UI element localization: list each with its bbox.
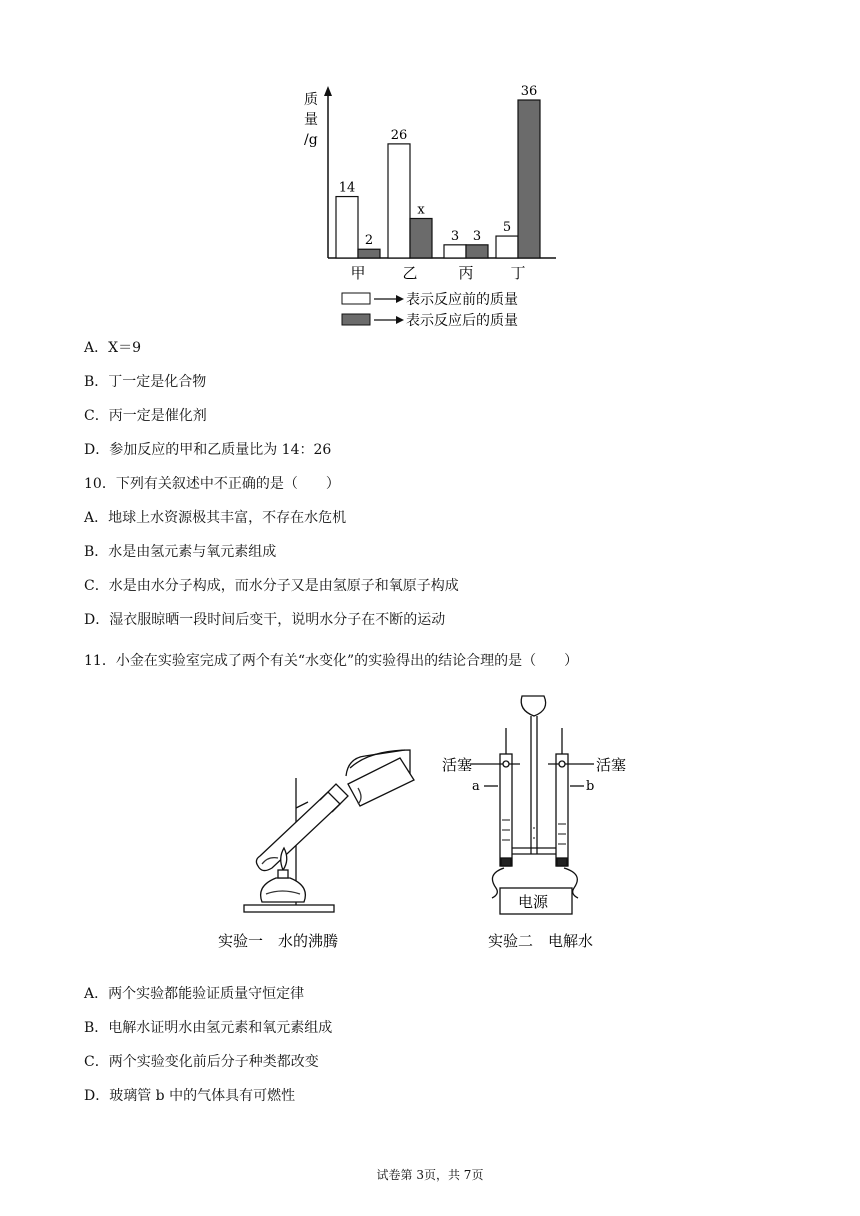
experiment-1-caption: 实验一 水的沸腾	[218, 932, 339, 950]
bar-after-1	[410, 219, 432, 259]
electrolysis-apparatus	[470, 696, 594, 914]
q10-stem: 10．下列有关叙述中不正确的是（ ）	[84, 476, 340, 492]
bar-before-2	[444, 245, 466, 258]
legend-entry: 表示反应后的质量	[406, 313, 518, 329]
bar-value-label: 2	[364, 233, 374, 249]
boiling-apparatus	[244, 750, 414, 912]
bar-after-3	[518, 100, 540, 258]
legend-swatch	[342, 293, 370, 304]
category-label: 甲	[350, 264, 366, 282]
experiment-2-caption: 实验二 电解水	[488, 932, 594, 950]
valve-left-label: 活塞	[442, 756, 473, 774]
legend-swatch	[342, 314, 370, 325]
bar-value-label: x	[417, 202, 425, 218]
tube-b-label: b	[586, 779, 595, 794]
q10-option-b: B．水是由氢元素与氧元素组成	[84, 544, 277, 560]
q9-option-a: A．X＝9	[84, 340, 141, 356]
category-label: 丙	[458, 264, 474, 282]
valve-right-label: 活塞	[596, 756, 627, 774]
q10-option-d: D．湿衣服晾晒一段时间后变干，说明水分子在不断的运动	[84, 612, 446, 628]
tube-a-label: a	[472, 779, 480, 794]
q11-stem: 11．小金在实验室完成了两个有关“水变化”的实验得出的结论合理的是（ ）	[84, 653, 579, 669]
bar-before-3	[496, 236, 518, 258]
bar-after-2	[466, 245, 488, 258]
y-axis-label-line: 量	[304, 112, 318, 128]
y-axis-label	[304, 92, 318, 148]
page-footer: 试卷第 3页，共 7页	[376, 1168, 484, 1182]
legend-arrow-head	[396, 295, 404, 303]
q9-option-c: C．丙一定是催化剂	[84, 408, 207, 424]
q11-option-a: A．两个实验都能验证质量守恒定律	[84, 986, 305, 1002]
bar-before-0	[336, 197, 358, 258]
legend-arrow-head	[396, 316, 404, 324]
y-axis-arrow	[324, 86, 332, 96]
experiment-figure	[200, 688, 640, 958]
q10-option-a: A．地球上水资源极其丰富，不存在水危机	[84, 510, 347, 526]
bar-value-label: 36	[520, 84, 538, 99]
bar-value-label: 3	[472, 228, 482, 244]
bar-value-label: 14	[338, 180, 356, 196]
y-axis-label-line: /g	[304, 132, 318, 148]
y-axis-label-line: 质	[304, 92, 318, 108]
bar-after-0	[358, 249, 380, 258]
q11-option-b: B．电解水证明水由氢元素和氧元素组成	[84, 1020, 333, 1036]
bar-value-label: 26	[390, 127, 408, 143]
category-label: 丁	[510, 264, 526, 282]
category-label: 乙	[402, 264, 418, 282]
q11-option-d: D．玻璃管 b 中的气体具有可燃性	[84, 1088, 296, 1104]
q9-option-d: D．参加反应的甲和乙质量比为 14：26	[84, 442, 332, 458]
power-source-label: 电源	[518, 893, 549, 911]
q10-option-c: C．水是由水分子构成，而水分子又是由氢原子和氧原子构成	[84, 578, 459, 594]
q9-option-b: B．丁一定是化合物	[84, 374, 207, 390]
bar-before-1	[388, 144, 410, 258]
q11-option-c: C．两个实验变化前后分子种类都改变	[84, 1054, 319, 1070]
legend-entry: 表示反应前的质量	[406, 292, 518, 308]
bar-value-label: 3	[450, 228, 460, 244]
mass-bar-chart	[290, 80, 580, 330]
bar-value-label: 5	[502, 220, 512, 236]
